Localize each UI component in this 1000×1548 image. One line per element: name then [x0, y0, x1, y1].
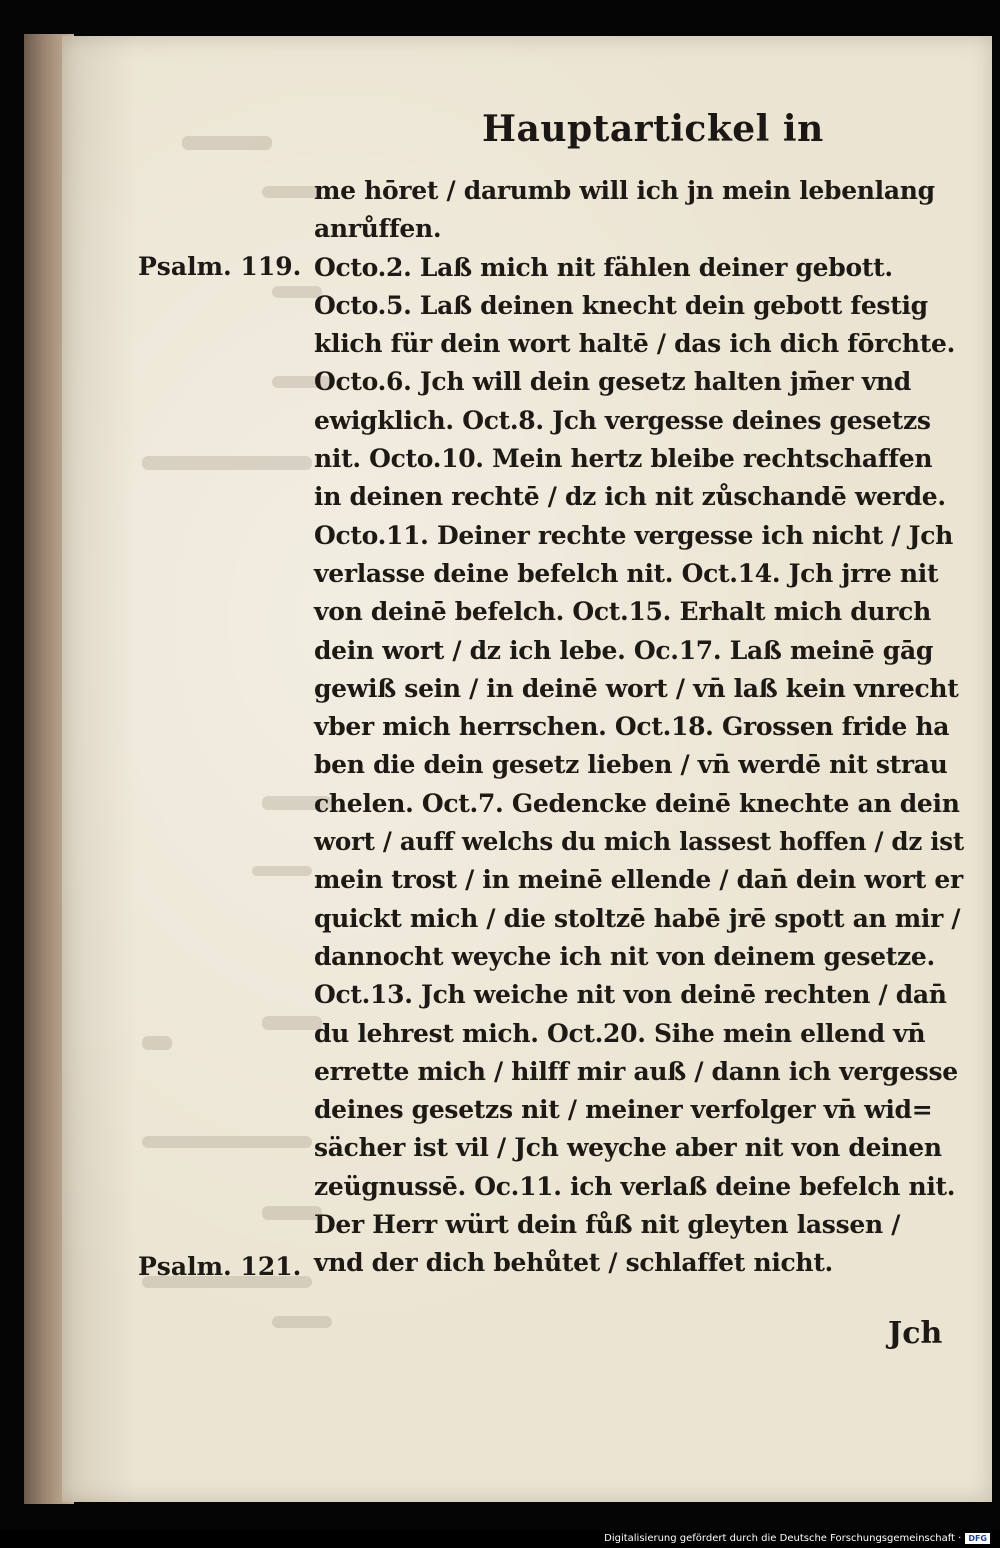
- text-line: sächer ist vil / Jch weyche aber nit von deinen: [314, 1133, 942, 1163]
- text-line: errette mich / hilff mir auß / dann ich vergesse: [314, 1056, 958, 1086]
- text-line: me hōret / darumb will ich jn mein lebenlang: [314, 176, 935, 205]
- text-line: klich für dein wort haltē / das ich dich fōrchte.: [314, 329, 956, 359]
- text-line: vber mich herrschen. Oct.18. Grossen fride ha: [314, 712, 950, 742]
- text-line: quickt mich / die stoltzē habē jrē spott an mir /: [314, 903, 961, 933]
- digitization-credit: [604, 1533, 990, 1544]
- running-head: Hauptartickel in: [482, 108, 824, 150]
- text-line: dein wort / dz ich lebe. Oc.17. Laß meinē gāg: [314, 635, 934, 665]
- text-line: deines gesetzs nit / meiner verfolger vn̄ wid=: [314, 1095, 933, 1125]
- text-line: ewigklich. Oct.8. Jch vergesse deines gesetzs: [314, 405, 931, 435]
- text-line: anrůffen.: [314, 214, 442, 244]
- margin-note-psalm-121: Psalm. 121.: [138, 1252, 302, 1281]
- dfg-logo: DFG: [965, 1533, 990, 1544]
- text-line: nit. Octo.10. Mein hertz bleibe rechtschaffen: [314, 444, 933, 474]
- text-line: von deinē befelch. Oct.15. Erhalt mich durch: [314, 597, 931, 627]
- text-line: in deinen rechtē / dz ich nit zůschandē werde.: [314, 482, 946, 512]
- text-line: zeügnussē. Oc.11. ich verlaß deine befelch nit.: [314, 1171, 956, 1201]
- text-line: Octo.11. Deiner rechte vergesse ich nicht / Jch: [314, 520, 953, 550]
- text-line: gewiß sein / in deinē wort / vn̄ laß kein vnrecht: [314, 673, 959, 703]
- body-text: [314, 172, 964, 1283]
- text-line: mein trost / in meinē ellende / dan̄ dein wort er: [314, 865, 963, 895]
- credit-text: Digitalisierung gefördert durch die Deutsche Forschungsgemeinschaft ·: [604, 1533, 962, 1544]
- text-line: Oct.13. Jch weiche nit von deinē rechten / dan̄: [314, 980, 947, 1010]
- margin-note-psalm-119: Psalm. 119.: [138, 252, 302, 281]
- text-line: verlasse deine befelch nit. Oct.14. Jch jrre nit: [314, 558, 939, 588]
- text-line: dannocht weyche ich nit von deinem gesetze.: [314, 941, 935, 971]
- text-line: wort / auff welchs du mich lassest hoffen / dz ist: [314, 827, 964, 857]
- text-line: ben die dein gesetz lieben / vn̄ werdē nit strau: [314, 750, 948, 780]
- book-page: [62, 36, 992, 1502]
- text-line: vnd der dich behůtet / schlaffet nicht.: [314, 1248, 833, 1278]
- text-line: Octo.5. Laß deinen knecht dein gebott festig: [314, 290, 928, 320]
- text-line: chelen. Oct.7. Gedencke deinē knechte an dein: [314, 788, 960, 818]
- text-line: Octo.6. Jch will dein gesetz halten jm̄er vnd: [314, 367, 911, 397]
- text-line: Der Herr würt dein fůß nit gleyten lassen /: [314, 1210, 901, 1240]
- text-line: du lehrest mich. Oct.20. Sihe mein ellend vn̄: [314, 1018, 926, 1048]
- text-line: Octo.2. Laß mich nit fählen deiner gebott.: [314, 252, 893, 282]
- catchword: Jch: [888, 1316, 943, 1351]
